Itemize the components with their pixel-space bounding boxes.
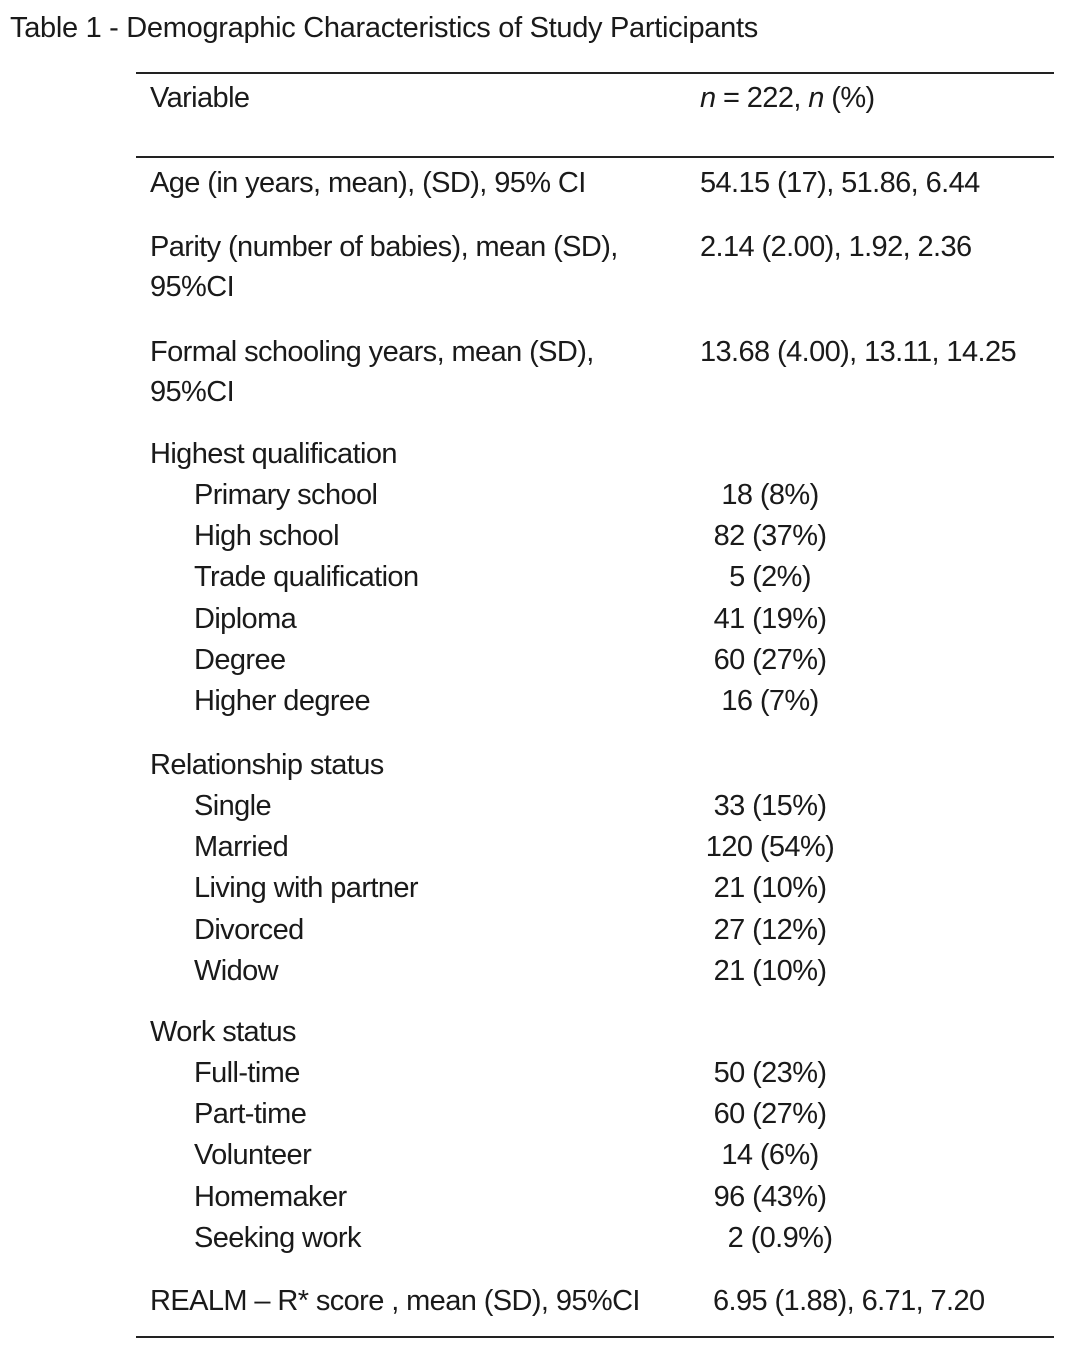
rel-value-divorced: 27 (12%)	[713, 914, 827, 946]
n-italic: n	[700, 82, 716, 114]
header-rule	[136, 156, 1054, 158]
work-value-volunteer: 14 (6%)	[721, 1139, 819, 1171]
qual-value-primary: 18 (8%)	[721, 479, 819, 511]
row-value-age: 54.15 (17), 51.86, 6.44	[700, 167, 980, 199]
header-n	[700, 78, 875, 118]
row-label-parity-1: Parity (number of babies), mean (SD),	[150, 231, 618, 263]
qual-label-high: High school	[194, 520, 339, 552]
row-value-realm: 6.95 (1.88), 6.71, 7.20	[713, 1285, 985, 1317]
row-value-parity: 2.14 (2.00), 1.92, 2.36	[700, 231, 972, 263]
work-label-volunteer: Volunteer	[194, 1139, 312, 1171]
row-label-realm: REALM – R* score , mean (SD), 95%CI	[150, 1285, 640, 1317]
work-value-parttime: 60 (27%)	[713, 1098, 827, 1130]
rel-value-widow: 21 (10%)	[713, 955, 827, 987]
work-label-parttime: Part-time	[194, 1098, 307, 1130]
row-label-schooling-1: Formal schooling years, mean (SD),	[150, 336, 594, 368]
row-label-parity-2: 95%CI	[150, 271, 235, 303]
qual-value-degree: 60 (27%)	[713, 644, 827, 676]
qual-label-diploma: Diploma	[194, 603, 297, 635]
section-heading-qualification: Highest qualification	[150, 438, 397, 470]
header-variable: Variable	[150, 82, 250, 114]
qual-value-higher: 16 (7%)	[721, 685, 819, 717]
rel-value-partner: 21 (10%)	[713, 872, 827, 904]
work-label-fulltime: Full-time	[194, 1057, 300, 1089]
row-label-schooling-2: 95%CI	[150, 376, 235, 408]
n-rest: = 222,	[715, 82, 809, 114]
rel-value-married: 120 (54%)	[705, 831, 835, 863]
top-rule	[136, 72, 1054, 74]
row-value-schooling: 13.68 (4.00), 13.11, 14.25	[700, 336, 1017, 368]
qual-label-degree: Degree	[194, 644, 286, 676]
bottom-rule	[136, 1336, 1054, 1338]
rel-label-single: Single	[194, 790, 272, 822]
qual-value-diploma: 41 (19%)	[713, 603, 827, 635]
n2-rest: (%)	[823, 82, 875, 114]
rel-label-married: Married	[194, 831, 289, 863]
work-value-fulltime: 50 (23%)	[713, 1057, 827, 1089]
rel-label-divorced: Divorced	[194, 914, 304, 946]
qual-value-trade: 5 (2%)	[729, 561, 811, 593]
qual-value-high: 82 (37%)	[713, 520, 827, 552]
section-heading-relationship: Relationship status	[150, 749, 384, 781]
row-label-age: Age (in years, mean), (SD), 95% CI	[150, 167, 586, 199]
rel-label-widow: Widow	[194, 955, 279, 987]
n2-italic: n	[808, 82, 824, 114]
section-heading-work: Work status	[150, 1016, 296, 1048]
work-value-homemaker: 96 (43%)	[713, 1181, 827, 1213]
qual-label-trade: Trade qualification	[194, 561, 419, 593]
work-label-homemaker: Homemaker	[194, 1181, 347, 1213]
qual-label-primary: Primary school	[194, 479, 378, 511]
qual-label-higher: Higher degree	[194, 685, 370, 717]
table-caption: Table 1 - Demographic Characteristics of Study Participants	[10, 12, 758, 44]
rel-label-partner: Living with partner	[194, 872, 418, 904]
work-label-seeking: Seeking work	[194, 1222, 361, 1254]
rel-value-single: 33 (15%)	[713, 790, 827, 822]
work-value-seeking: 2 (0.9%)	[727, 1222, 833, 1254]
